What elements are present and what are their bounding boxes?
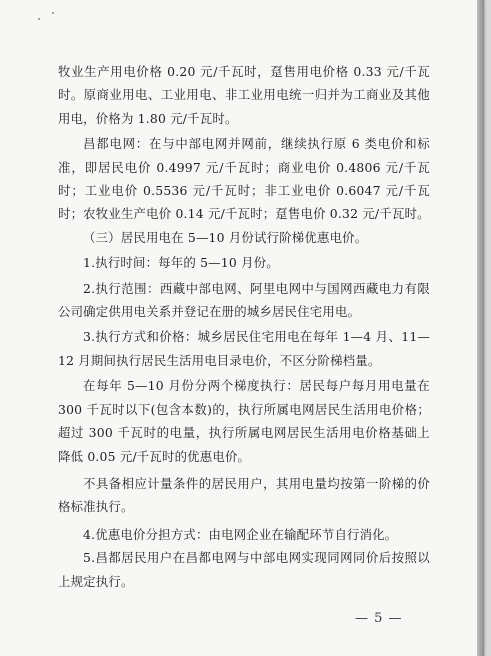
scan-speck [38,18,40,20]
item-execution-scope: 2.执行范围：西藏中部电网、阿里电网中与国网西藏电力有限公司确定供用电关系并登记在册的城乡居民住宅用电。 [58,280,430,320]
item-cost-sharing: 4.优惠电价分担方式：由电网企业在输配环节自行消化。 [83,526,398,542]
paragraph-no-metering: 不具备相应计量条件的居民用户，其用电量均按第一阶梯的价格标准执行。 [58,475,430,515]
paragraph-two-tiers: 在每年 5—10 月份分两个梯度执行：居民每户每月用电量在 300 千瓦时以下(包含本数)的，执行所属电网居民生活用电价格；超过 300 千瓦时的电量，执行所属电网居民生活用电价格基础上降低 0.05 元/千瓦时的优惠电价。 [58,378,430,464]
section-heading-tiered-pricing: （三）居民用电在 5—10 月份试行阶梯优惠电价。 [83,229,368,245]
page-number: — 5 — [355,611,403,626]
item-execution-time: 1.执行时间：每年的 5—10 月份。 [83,255,279,271]
item-execution-method: 3.执行方式和价格：城乡居民住宅用电在每年 1—4 月、11—12 月期间执行居民生活用电目录电价，不区分阶梯档量。 [58,329,430,368]
page-edge-shadow [477,0,484,656]
paragraph-animal-husbandry-prices: 牧业生产用电价格 0.20 元/千瓦时，趸售用电价格 0.33 元/千瓦时。原商业用电、工业用电、非工业用电统一归并为工商业及其他用电，价格为 1.80 元/千瓦时。 [58,64,430,126]
paragraph-changdu-grid: 昌都电网：在与中部电网并网前，继续执行原 6 类电价和标准，即居民电价 0.4997 元/千瓦时；商业电价 0.4806 元/千瓦时；工业电价 0.5536 元/千瓦时；非工业电价 0.6047 元/千瓦时；农牧业生产电价 0.14 元/千瓦时；趸售电价 0.32 元/千瓦时。 [58,136,430,222]
scan-speck [52,12,54,14]
document-body [58,60,430,593]
item-changdu-residents: 5.昌都居民用户在昌都电网与中部电网实现同网同价后按照以上规定执行。 [58,550,430,589]
